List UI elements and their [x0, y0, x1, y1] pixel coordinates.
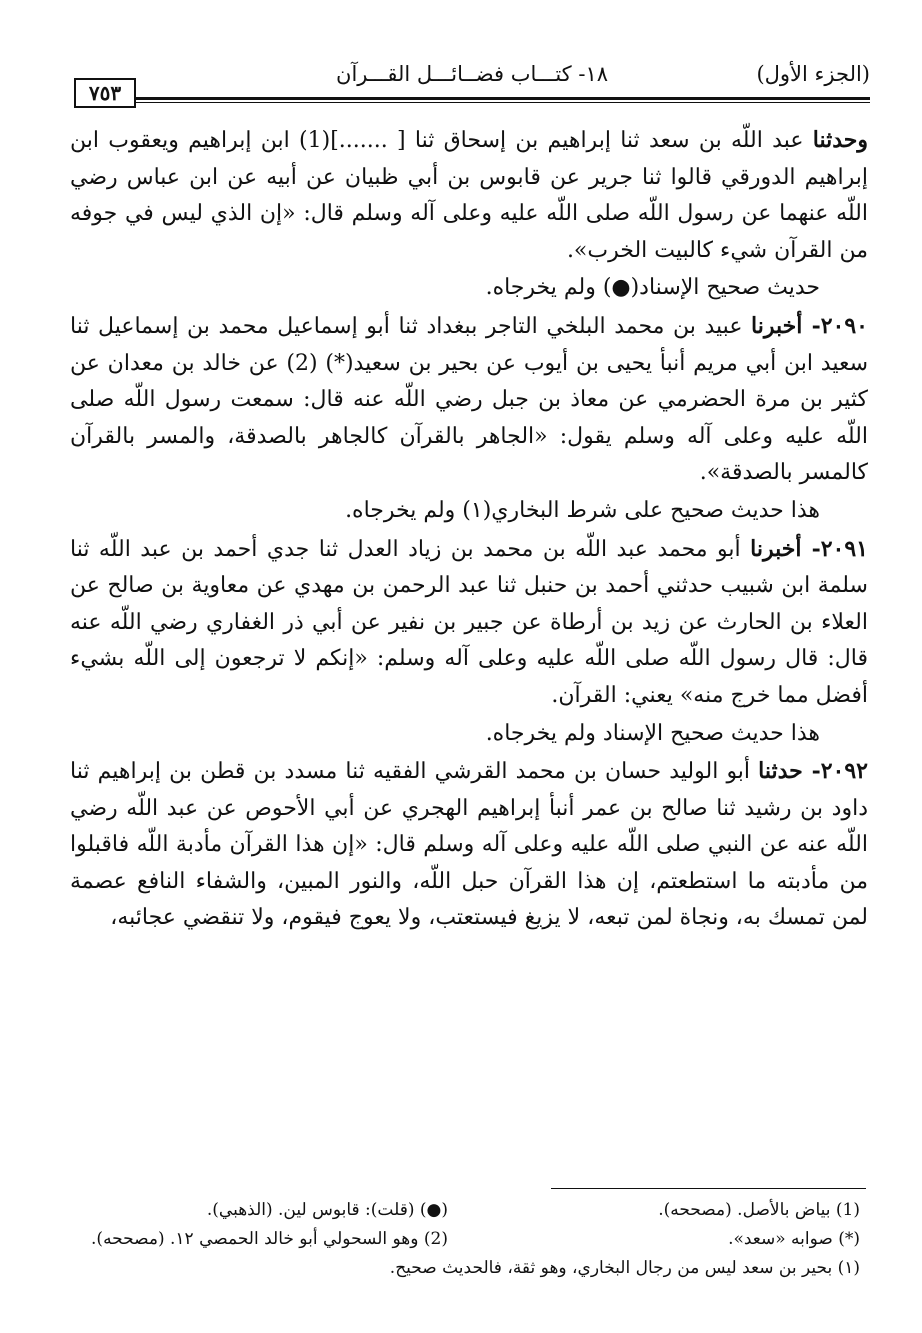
main-text	[70, 122, 868, 937]
paragraph-text: عبد اللّه بن سعد ثنا إبراهيم بن إسحاق ثنا [ .......](1) ابن إبراهيم ويعقوب ابن إبراهيم الدورقي قالوا ثنا جرير عن قابوس بن أبي ظبيان عن أبيه عن ابن عباس رضي اللّه عنهما عن رسول اللّه صلى اللّه عليه وعلى آله وسلم قال: «إن الذي ليس في جوفه من القرآن شيء كالبيت الخرب».	[70, 128, 868, 263]
grading-2	[70, 493, 868, 530]
footnote-row	[70, 1225, 868, 1254]
header-rule-thin	[136, 102, 870, 103]
paragraph-keyword: أخبرنا	[751, 312, 812, 339]
footnote-row	[70, 1196, 868, 1225]
footnote-item: (●) (قلت): قابوس لين. (الذهبي).	[206, 1200, 448, 1220]
paragraph-keyword: أخبرنا	[750, 535, 812, 562]
footnote-separator	[551, 1188, 866, 1189]
paragraph-text: هذا حديث صحيح على شرط البخاري(١) ولم يخرجاه.	[345, 497, 820, 523]
footnote-item: (١) بحير بن سعد ليس من رجال البخاري، وهو ثقة، فالحديث صحيح.	[389, 1258, 860, 1278]
hadith-number: ٢٠٩١-	[811, 535, 868, 562]
footnote-item: (*) صوابه «سعد».	[728, 1229, 860, 1249]
hadith-number: ٢٠٩٠-	[811, 312, 868, 339]
footnotes	[70, 1196, 868, 1283]
grading-3	[70, 716, 868, 753]
page-number: ٧٥٣	[74, 78, 136, 108]
hadith-2092	[70, 753, 868, 937]
volume-label: (الجزء الأول)	[756, 62, 870, 86]
header-rule	[136, 97, 870, 100]
paragraph-text: هذا حديث صحيح الإسناد ولم يخرجاه.	[485, 720, 820, 746]
paragraph-1	[70, 122, 868, 269]
paragraph-text: حديث صحيح الإسناد(●) ولم يخرجاه.	[485, 275, 820, 301]
grading-1	[70, 270, 868, 307]
hadith-number: ٢٠٩٢-	[811, 758, 868, 785]
book-title: ١٨- كتـــاب فضــائـــل القـــرآن	[336, 62, 608, 86]
hadith-2091	[70, 531, 868, 715]
paragraph-text: أبو الوليد حسان بن محمد القرشي الفقيه ثنا مسدد بن قطن بن إبراهيم ثنا داود بن رشيد ثنا صالح بن عمر أنبأ إبراهيم الهجري عن أبي الأحوص عن عبد اللّه رضي اللّه عنه عن النبي صلى اللّه عليه وعلى آله وسلم قال: «إن هذا القرآن مأدبة اللّه فاقبلوا من مأدبته ما استطعتم، إن هذا القرآن حبل اللّه، والنور المبين، والشفاء النافع عصمة لمن تمسك به، ونجاة لمن تبعه، لا يزيغ فيستعتب، ولا يعوج فيقوم، ولا تنقضي عجائبه،	[70, 759, 868, 931]
page-header	[70, 60, 870, 108]
paragraph-text: عبيد بن محمد البلخي التاجر ببغداد ثنا أبو إسماعيل محمد بن إسماعيل ثنا سعيد ابن أبي مريم أنبأ يحيى بن أيوب عن بحير بن سعيد(*) (2) عن خالد بن معدان عن كثير بن مرة الحضرمي عن معاذ بن جبل رضي اللّه عنه قال: سمعت رسول اللّه صلى اللّه عليه وعلى آله وسلم يقول: «الجاهر بالقرآن كالجاهر بالصدقة، والمسر بالقرآن كالمسر بالصدقة».	[70, 313, 869, 486]
paragraph-keyword: وحدثنا	[812, 127, 868, 153]
paragraph-keyword: حدثنا	[758, 758, 812, 785]
footnote-item: (2) وهو السحولي أبو خالد الحمصي ١٢. (مصححه).	[91, 1229, 448, 1249]
footnote-item: (1) بياض بالأصل. (مصححه).	[658, 1200, 860, 1220]
paragraph-text: أبو محمد عبد اللّه بن محمد بن زياد العدل ثنا جدي أحمد بن عبد اللّه ثنا سلمة ابن شبيب حدثني أحمد بن حنبل ثنا عبد الرحمن بن مهدي عن معاوية بن صالح عن العلاء بن الحارث عن زيد بن أرطاة عن جبير بن نفير عن أبي ذر الغفاري رضي اللّه عنه قال: قال رسول اللّه صلى اللّه عليه وعلى آله وسلم: «إنكم لا ترجعون إلى اللّه بشيء أفضل مما خرج منه» يعني: القرآن.	[70, 536, 868, 708]
footnote-row	[70, 1254, 868, 1283]
hadith-2090	[70, 308, 868, 492]
